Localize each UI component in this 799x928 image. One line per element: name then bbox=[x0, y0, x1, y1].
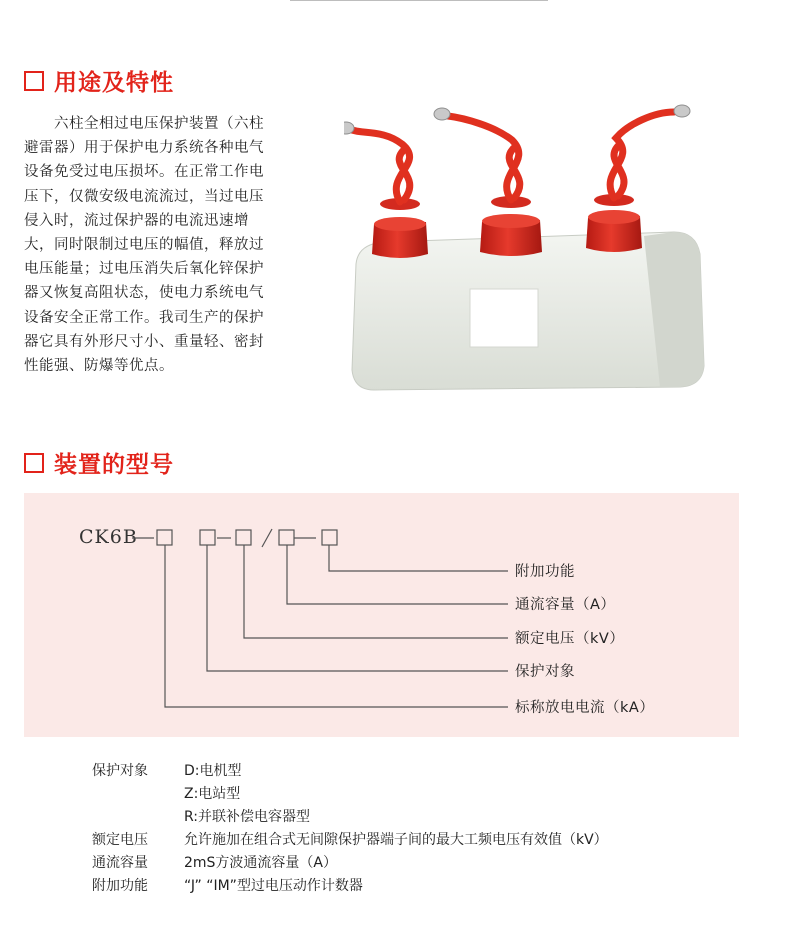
section-heading-model bbox=[24, 446, 174, 479]
definition-row bbox=[92, 852, 608, 875]
definition-desc: 2mS方波通流容量（A） bbox=[184, 855, 338, 871]
definition-desc: R:并联补偿电容器型 bbox=[184, 809, 311, 825]
definition-term bbox=[92, 806, 184, 829]
intro-line: 压下，仅微安级电流流过，当过电压 bbox=[24, 188, 264, 205]
definition-row bbox=[92, 829, 608, 852]
label-additional-function: 附加功能 bbox=[515, 564, 575, 580]
label-flow-capacity: 通流容量（A） bbox=[515, 597, 616, 613]
intro-line: 侵入时，流过保护器的电流迅速增 bbox=[24, 212, 249, 229]
definition-row bbox=[92, 760, 608, 783]
definition-term: 额定电压 bbox=[92, 832, 148, 848]
intro-line: 器它具有外形尺寸小、重量轻、密封 bbox=[24, 333, 264, 350]
intro-line: 器又恢复高阻状态，使电力系统电气 bbox=[24, 285, 264, 302]
label-nominal-discharge-current: 标称放电电流（kA） bbox=[515, 700, 655, 716]
intro-line: 大，同时限制过电压的幅值，释放过 bbox=[24, 237, 264, 254]
intro-line: 设备免受过电压损坏。在正常工作电 bbox=[24, 164, 264, 181]
definition-desc: Z:电站型 bbox=[184, 786, 241, 802]
definition-term bbox=[92, 783, 184, 806]
definition-term: 附加功能 bbox=[92, 878, 148, 894]
section-heading-usage bbox=[24, 64, 174, 97]
definition-term: 通流容量 bbox=[92, 855, 148, 871]
intro-line: 电压能量；过电压消失后氧化锌保护 bbox=[24, 261, 264, 278]
definition-desc: 允许施加在组合式无间隙保护器端子间的最大工频电压有效值（kV） bbox=[184, 832, 608, 848]
model-diagram-panel bbox=[24, 493, 739, 737]
definitions-list bbox=[92, 760, 608, 898]
definition-desc: “J” “IM”型过电压动作计数器 bbox=[184, 878, 363, 894]
intro-line: 性能强、防爆等优点。 bbox=[24, 358, 174, 375]
product-image bbox=[344, 104, 724, 394]
section-title: 用途及特性 bbox=[54, 70, 174, 96]
model-code: CK6B bbox=[79, 526, 138, 548]
square-icon bbox=[24, 453, 44, 473]
section-title: 装置的型号 bbox=[54, 452, 174, 478]
definition-row bbox=[92, 806, 608, 829]
intro-line: 避雷器）用于保护电力系统各种电气 bbox=[24, 140, 264, 157]
definition-row bbox=[92, 783, 608, 806]
label-protected-object: 保护对象 bbox=[515, 664, 575, 680]
definition-term: 保护对象 bbox=[92, 763, 148, 779]
intro-line: 六柱全相过电压保护装置（六柱 bbox=[24, 116, 264, 132]
label-rated-voltage: 额定电压（kV） bbox=[515, 631, 625, 647]
intro-paragraph bbox=[24, 112, 309, 378]
definition-row bbox=[92, 875, 608, 898]
square-icon bbox=[24, 71, 44, 91]
definition-desc: D:电机型 bbox=[184, 763, 242, 779]
intro-line: 设备安全正常工作。我司生产的保护 bbox=[24, 309, 264, 326]
top-divider bbox=[290, 0, 548, 1]
